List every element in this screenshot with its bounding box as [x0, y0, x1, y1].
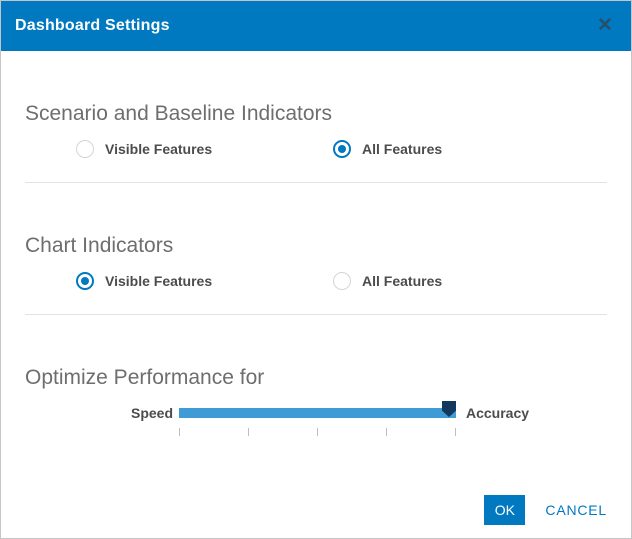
radio-label: Visible Features — [105, 141, 213, 157]
cancel-button[interactable]: CANCEL — [545, 502, 607, 518]
radio-option-visible-features[interactable] — [76, 139, 333, 159]
tick-mark — [248, 428, 249, 436]
dialog-title: Dashboard Settings — [15, 17, 170, 34]
dialog-body — [1, 51, 631, 525]
ok-button[interactable]: OK — [484, 495, 525, 525]
radio-label: All Features — [362, 141, 443, 157]
slider-tick-marks — [179, 428, 456, 436]
close-button[interactable] — [595, 16, 615, 36]
section-title: Optimize Performance for — [25, 366, 265, 389]
dialog-title-bar — [1, 1, 631, 51]
section-optimize-performance — [25, 315, 607, 436]
tick-mark — [179, 428, 180, 436]
radio-option-visible-features[interactable] — [76, 271, 333, 291]
performance-slider — [25, 403, 607, 423]
radio-group-scenario-baseline — [25, 139, 607, 159]
dialog-footer — [25, 495, 607, 525]
radio-button[interactable] — [76, 140, 94, 158]
tick-mark — [386, 428, 387, 436]
radio-dot — [81, 277, 89, 285]
slider-handle[interactable] — [442, 401, 456, 417]
slider-min-label: Speed — [130, 405, 173, 421]
section-scenario-baseline-indicators — [25, 51, 607, 183]
tick-mark — [317, 428, 318, 436]
tick-mark — [455, 428, 456, 436]
close-icon: ✕ — [597, 15, 613, 36]
radio-option-all-features[interactable] — [333, 139, 442, 159]
radio-button[interactable] — [333, 140, 351, 158]
radio-button[interactable] — [333, 272, 351, 290]
section-title: Chart Indicators — [25, 234, 174, 257]
radio-dot — [338, 145, 346, 153]
section-chart-indicators — [25, 183, 607, 315]
section-title: Scenario and Baseline Indicators — [25, 102, 333, 125]
slider-max-label: Accuracy — [466, 405, 530, 421]
radio-group-chart — [25, 271, 607, 291]
radio-option-all-features[interactable] — [333, 271, 442, 291]
radio-label: Visible Features — [105, 273, 213, 289]
radio-label: All Features — [362, 273, 443, 289]
radio-button[interactable] — [76, 272, 94, 290]
slider-track[interactable] — [179, 408, 456, 418]
